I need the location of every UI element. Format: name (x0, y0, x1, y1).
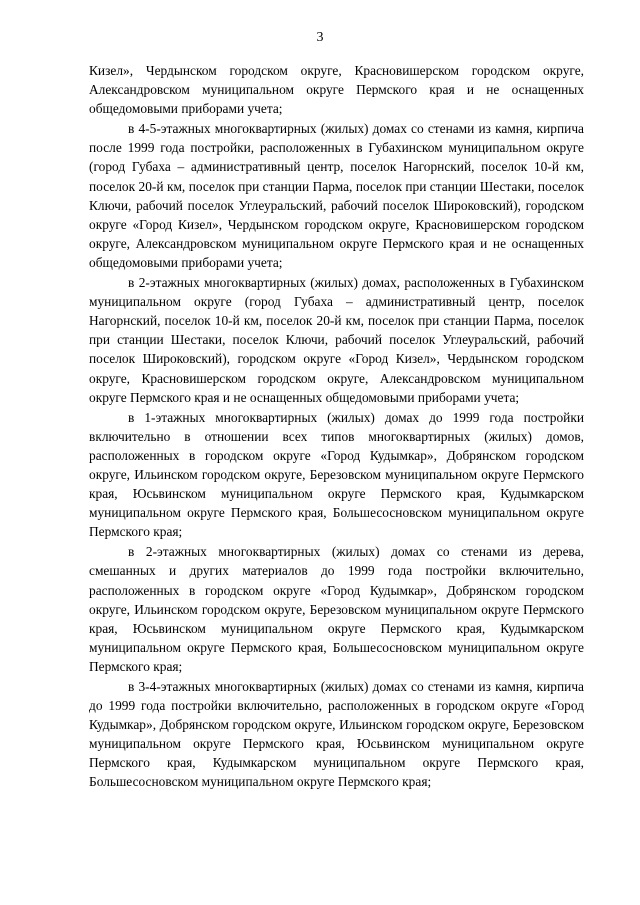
document-body (89, 61, 584, 793)
paragraph-2-storey-wooden-houses: в 2-этажных многоквартирных (жилых) домах со стенами из дерева, смешанных и других материалов до 1999 года постройки включительно, расположенных в городском округе «Город Кудымкар», Добрянском городском округе, Ильинском городском округе, Березовском муниципальном округе Пермского края, Юсьвинском муниципальном округе Пермского края, Кудымкарском муниципальном округе Пермского края, Большесосновском муниципальном округе Пермского края; (89, 544, 584, 674)
paragraph-continuation: Кизел», Чердынском городском округе, Красновишерском городском округе, Александровском муниципальном округе Пермского края и не оснащенных общедомовыми приборами учета; (89, 63, 584, 117)
paragraph-1-storey-houses: в 1-этажных многоквартирных (жилых) домах до 1999 года постройки включительно в отношении всех типов многоквартирных (жилых) домов, расположенных в городском округе «Город Кудымкар», Добрянском городском округе, Ильинском городском округе, Березовском муниципальном округе Пермского края, Юсьвинском муниципальном округе Пермского края, Кудымкарском муниципальном округе Пермского края, Большесосновском муниципальном округе Пермского края; (89, 409, 584, 540)
paragraph-4-5-storey-houses: в 4-5-этажных многоквартирных (жилых) домах со стенами из камня, кирпича после 1999 года постройки, расположенных в Губахинском муниципальном округе (город Губаха – административный центр, поселок Нагорнский, поселок 10-й км, поселок 20-й км, поселок при станции Парма, поселок при станции Шестаки, поселок Ключи, рабочий поселок Углеуральский, рабочий поселок Широковский), городском округе «Город Кизел», Чердынском городском округе, Красновишерском городском округе, Александровском муниципальном округе Пермского края и не оснащенных общедомовыми приборами учета; (89, 121, 584, 270)
paragraph-2-storey-houses-gubakha: в 2-этажных многоквартирных (жилых) домах, расположенных в Губахинском муниципальном округе (город Губаха – административный центр, поселок Нагорнский, поселок 10-й км, поселок 20-й км, поселок при станции Парма, поселок при станции Шестаки, поселок Ключи, рабочий поселок Углеуральский, рабочий поселок Широковский), городском округе «Город Кизел», Чердынском городском округе, Красновишерском городском округе, Александровском муниципальном округе Пермского края и не оснащенных общедомовыми приборами учета; (89, 275, 584, 405)
page-number: 3 (316, 30, 324, 45)
paragraph-3-4-storey-houses: в 3-4-этажных многоквартирных (жилых) домах со стенами из камня, кирпича до 1999 года постройки включительно, расположенных в городском округе «Город Кудымкар», Добрянском городском округе, Ильинском городском округе, Березовском муниципальном округе Пермского края, Юсьвинском муниципальном округе Пермского края, Кудымкарском муниципальном округе Пермского края, Большесосновском муниципальном округе Пермского края; (89, 679, 584, 790)
